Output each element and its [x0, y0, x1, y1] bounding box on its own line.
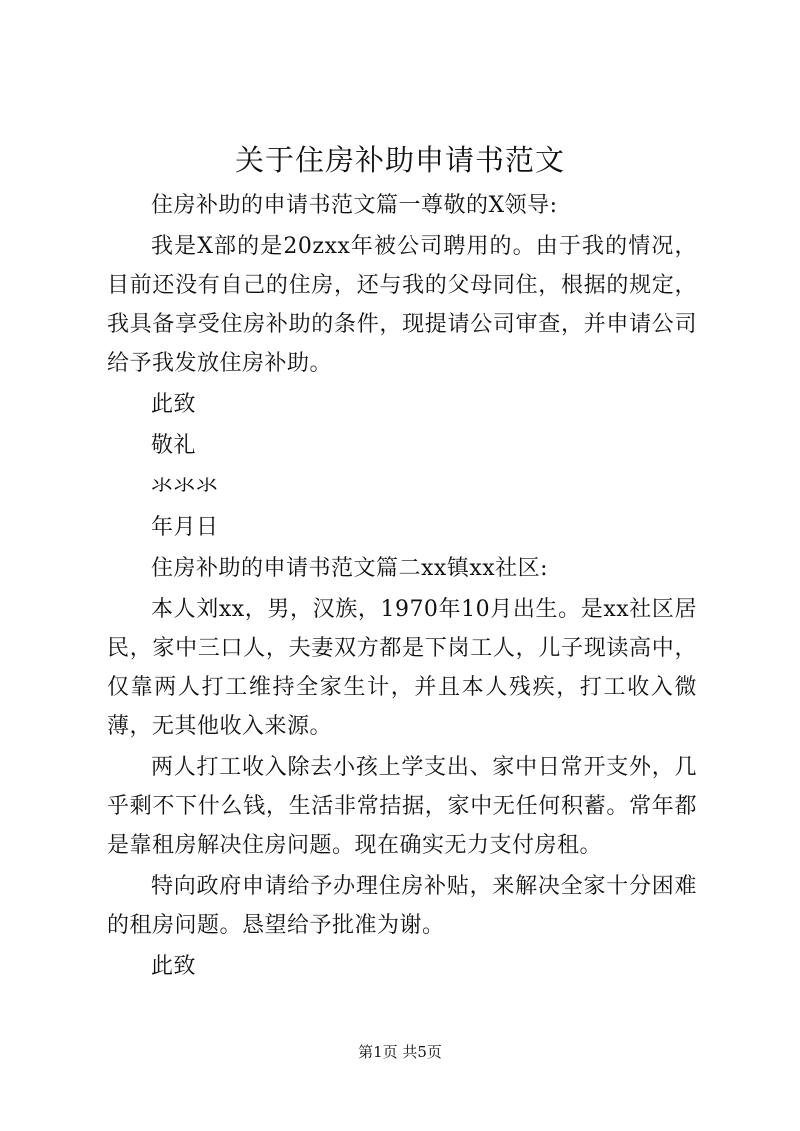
paragraph-7: 住房补助的申请书范文篇二xx镇xx社区: — [151, 556, 549, 581]
paragraph-9: 两人打工收入除去小孩上学支出、家中日常开支外，几乎剩不下什么钱，生活非常拮据，家中无任何积蓄。常年都是靠租房解决住房问题。现在确实无力支付房租。 — [107, 755, 697, 858]
paragraph-2: 我是X部的是20zxx年被公司聘用的。由于我的情况，目前还没有自己的住房，还与我的父母同住，根据的规定，我具备享受住房补助的条件，现提请公司审查，并申请公司给予我发放住房补助。 — [107, 234, 697, 376]
paragraph-11: 此致 — [151, 954, 197, 979]
paragraph-4: 敬礼 — [151, 433, 197, 458]
paragraph-5: 氺氺氺 — [151, 474, 219, 499]
paragraph-3: 此致 — [151, 392, 197, 417]
paragraph-1: 住房补助的申请书范文篇一尊敬的X领导: — [151, 193, 558, 218]
paragraph-8: 本人刘xx，男，汉族，1970年10月出生。是xx社区居民，家中三口人，夫妻双方都是下岗工人，儿子现读高中，仅靠两人打工维持全家生计，并且本人残疾，打工收入微薄，无其他收入来源。 — [107, 597, 697, 739]
paragraph-6: 年月日 — [151, 515, 219, 540]
paragraph-10: 特向政府申请给予办理住房补贴，来解决全家十分困难的租房问题。恳望给予批准为谢。 — [107, 874, 697, 938]
page-footer: 第1页 共5页 — [358, 1043, 442, 1061]
document-title: 关于住房补助申请书范文 — [234, 143, 565, 177]
document-body — [107, 186, 697, 988]
